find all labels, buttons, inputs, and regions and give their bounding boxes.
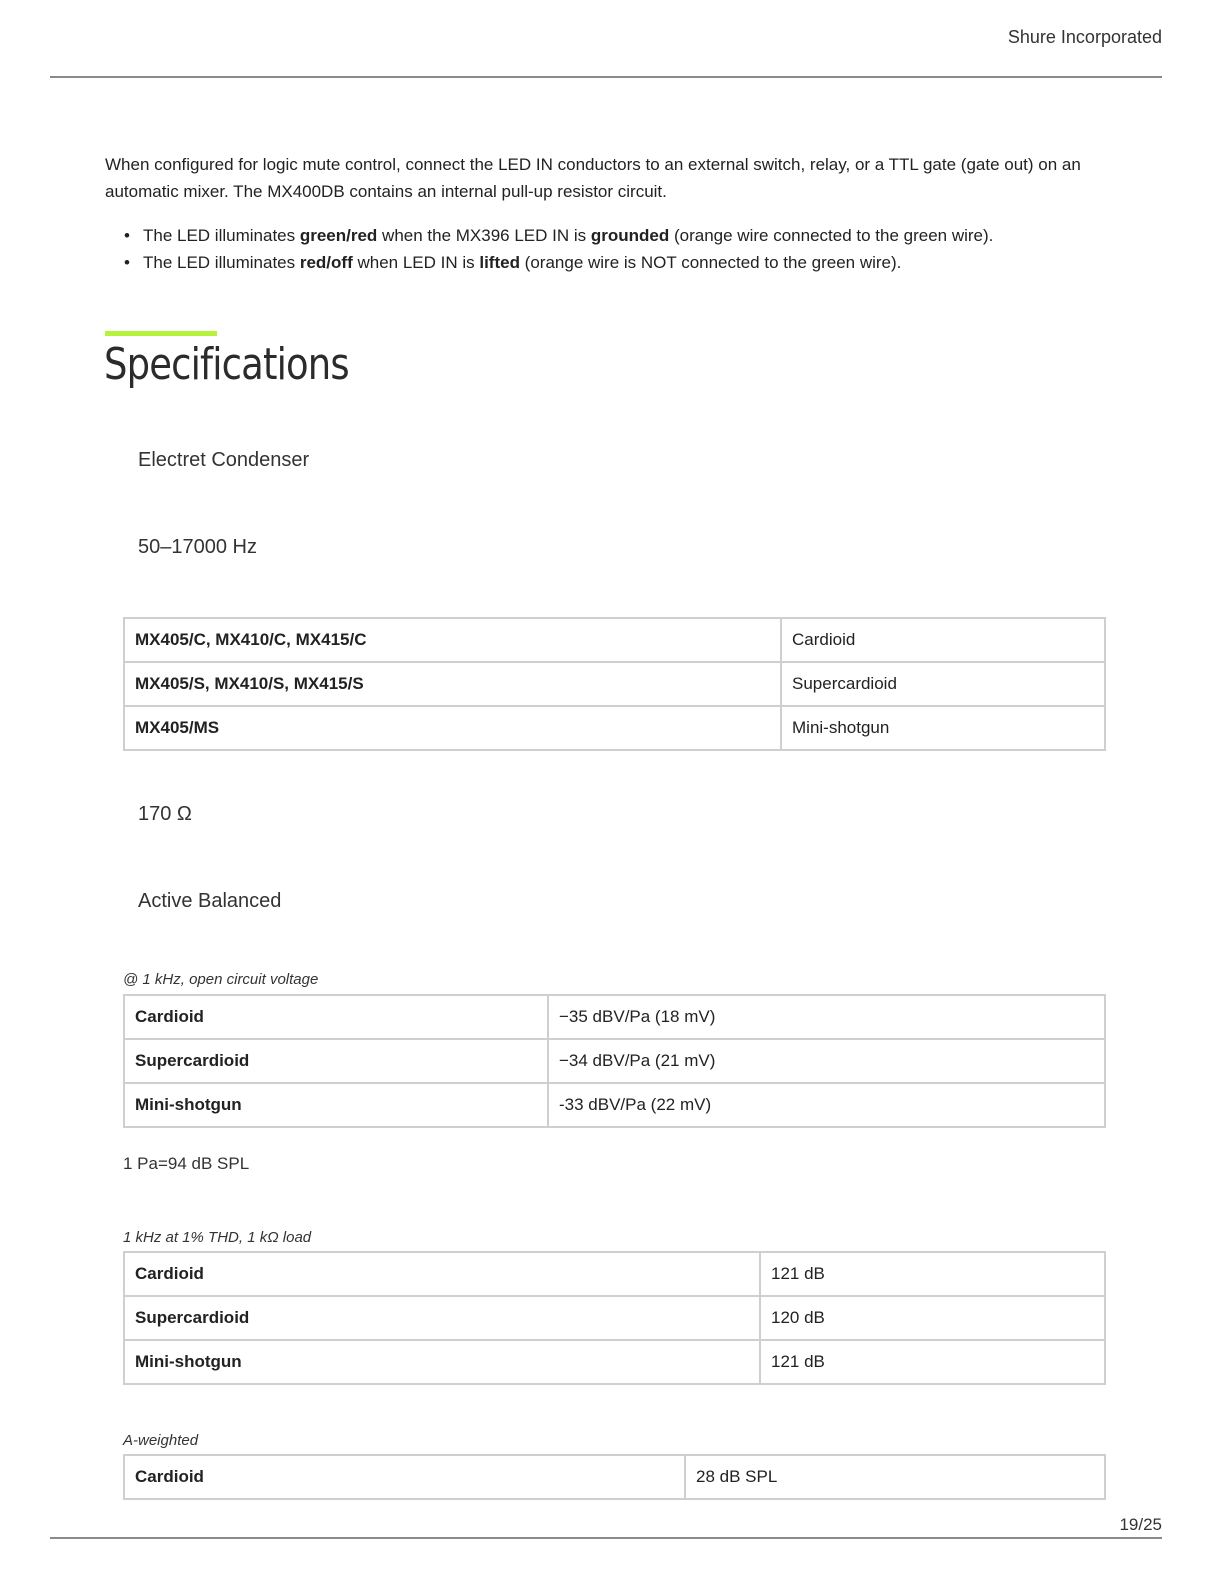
table-cell-value: -33 dBV/Pa (22 mV) [548, 1083, 1105, 1127]
table-row [124, 1340, 1105, 1384]
header-company-name: Shure Incorporated [1007, 27, 1162, 47]
table-cell-model: MX405/S, MX410/S, MX415/S [124, 662, 781, 706]
output-impedance-value: 170 Ω [138, 803, 192, 825]
table-cell-value: 121 dB [760, 1252, 1105, 1296]
table-cell-model: MX405/MS [124, 706, 781, 750]
bullet-text: The LED illuminates [143, 226, 300, 245]
bullet-text: (orange wire is NOT connected to the green wire). [519, 253, 902, 272]
table-cell-value: −34 dBV/Pa (21 mV) [548, 1039, 1105, 1083]
led-behavior-list [124, 222, 1124, 276]
table-cell-pattern: Mini-shotgun [124, 1083, 548, 1127]
header-divider [50, 76, 1162, 78]
list-item [124, 249, 1124, 276]
frequency-response-value: 50–17000 Hz [138, 536, 257, 558]
table-cell-pattern: Mini-shotgun [124, 1340, 760, 1384]
bullet-text: (orange wire connected to the green wire). [669, 226, 994, 245]
intro-paragraph: When configured for logic mute control, connect the LED IN conductors to an external switch, relay, or a TTL gate (gate out) on an automatic mixer. The MX400DB contains an internal pull-up resistor circuit. [105, 155, 1081, 201]
table-cell-value: Supercardioid [781, 662, 1105, 706]
table-cell-value: −35 dBV/Pa (18 mV) [548, 995, 1105, 1039]
bullet-text: when LED IN is [352, 253, 480, 272]
bullet-text: The LED illuminates [143, 253, 300, 272]
table-cell-pattern: Cardioid [124, 995, 548, 1039]
page-number: 19/25 [1119, 1515, 1162, 1534]
bullet-emphasis: red/off [299, 253, 353, 272]
table-cell-pattern: Supercardioid [124, 1296, 760, 1340]
sensitivity-caption: @ 1 kHz, open circuit voltage [123, 971, 319, 988]
self-noise-caption: A-weighted [123, 1432, 199, 1449]
table-row [124, 1252, 1105, 1296]
footer-divider [50, 1537, 1162, 1539]
table-row [124, 1039, 1105, 1083]
table-row [124, 618, 1105, 662]
table-cell-pattern: Supercardioid [124, 1039, 548, 1083]
table-cell-value: 120 dB [760, 1296, 1105, 1340]
cartridge-type-value: Electret Condenser [138, 449, 310, 471]
table-cell-pattern: Cardioid [124, 1252, 760, 1296]
output-configuration-value: Active Balanced [138, 890, 282, 912]
bullet-emphasis: grounded [590, 226, 670, 245]
table-row [124, 662, 1105, 706]
bullet-text: when the MX396 LED IN is [377, 226, 591, 245]
bullet-emphasis: lifted [479, 253, 520, 272]
sensitivity-table [123, 994, 1106, 1128]
table-cell-pattern: Cardioid [124, 1455, 685, 1499]
self-noise-table [123, 1454, 1106, 1500]
max-spl-caption: 1 kHz at 1% THD, 1 kΩ load [123, 1229, 312, 1246]
section-title: Specifications [104, 339, 349, 390]
section-accent-bar [105, 331, 217, 336]
table-cell-value: 28 dB SPL [685, 1455, 1105, 1499]
max-spl-table [123, 1251, 1106, 1385]
sensitivity-note: 1 Pa=94 dB SPL [123, 1154, 250, 1173]
table-row [124, 1083, 1105, 1127]
bullet-emphasis: green/red [299, 226, 378, 245]
table-cell-value: 121 dB [760, 1340, 1105, 1384]
list-item [124, 222, 1124, 249]
polar-pattern-table [123, 617, 1106, 751]
table-cell-value: Cardioid [781, 618, 1105, 662]
table-row [124, 706, 1105, 750]
table-row [124, 1296, 1105, 1340]
table-cell-value: Mini-shotgun [781, 706, 1105, 750]
table-row [124, 1455, 1105, 1499]
table-cell-model: MX405/C, MX410/C, MX415/C [124, 618, 781, 662]
table-row [124, 995, 1105, 1039]
